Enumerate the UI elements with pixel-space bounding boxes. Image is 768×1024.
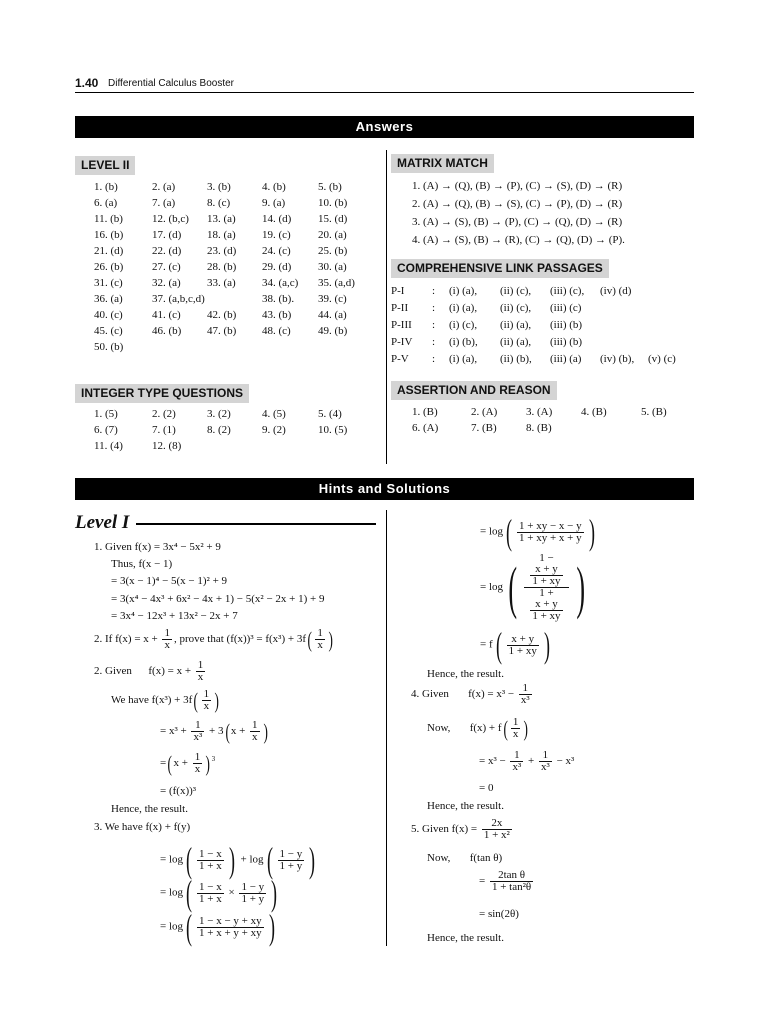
sol3-eq5: = log( 1 − x + y 1 + xy 1 + x + y 1 + xy ) <box>480 552 585 622</box>
answer-item: 4. (5) <box>262 408 286 420</box>
answer-item: 44. (a) <box>318 309 347 321</box>
answer-item: 43. (b) <box>262 309 292 321</box>
answer-item <box>207 438 262 454</box>
answer-item: 4. (B) <box>581 406 607 418</box>
answer-item: 12. (b,c) <box>152 213 189 225</box>
answer-item: 10. (5) <box>318 424 348 436</box>
answer-item: 50. (b) <box>94 341 124 353</box>
answer-item: 23. (d) <box>207 245 237 257</box>
integer-type-label: INTEGER TYPE QUESTIONS <box>75 384 249 403</box>
answer-item: 2. (A) <box>471 406 498 418</box>
sol4-given: 4. Given f(x) = x³ − $\frac{1}{\text{x³}}$ <box>411 682 530 706</box>
sol2-prompt: 2. If f(x) = x + $\frac{1}{x}$ , prove that (f(x))³ = f(x³) + 3f( $\frac{1}{x}$ ) <box>94 626 333 652</box>
answer-item: 33. (a) <box>207 277 236 289</box>
matrix-match-item: 1. (A) → (Q), (B) → (P), (C) → (S), (D) → (R) <box>412 180 623 192</box>
passage-answer: (i) (a), <box>449 285 478 297</box>
matrix-match-item: 3. (A) → (S), (B) → (P), (C) → (Q), (D) → (R) <box>412 216 623 228</box>
sol5-given: 5. Given f(x) = $\frac{2x}{\text{1 + x²}}$ <box>411 817 510 841</box>
passage-answer: (ii) (c), <box>500 302 532 314</box>
page-number: 1.40 <box>75 76 99 90</box>
answer-item: 8. (B) <box>526 422 552 434</box>
answer-item: 5. (B) <box>641 406 667 418</box>
passage-answer: (i) (a), <box>449 302 478 314</box>
answer-item: 46. (b) <box>152 325 182 337</box>
passage-answer: (iv) (b), <box>600 353 635 365</box>
answer-item: 7. (B) <box>471 422 497 434</box>
passage-answer: (iii) (a) <box>550 353 582 365</box>
answer-item: 5. (4) <box>318 408 342 420</box>
sol3-eq4: = log( $\frac{1 + xy - x - y}{1 + xy + x + y}$ ) <box>480 512 595 552</box>
answer-item: 47. (b) <box>207 325 237 337</box>
passage-answer: (iii) (b) <box>550 319 583 331</box>
answer-item <box>318 438 374 454</box>
answer-item: 16. (b) <box>94 229 124 241</box>
sol1-line4: = 3(x⁴ − 4x³ + 6x² − 4x + 1) − 5(x² − 2x + 1) + 9 <box>111 593 325 605</box>
passage-label: P-V <box>391 353 409 365</box>
answer-item: 6. (A) <box>412 422 439 434</box>
answers-title-bar: Answers <box>75 116 694 138</box>
answer-item: 28. (b) <box>207 261 237 273</box>
answer-item: 10. (b) <box>318 197 348 209</box>
passage-answer: : <box>432 302 436 314</box>
sol5-hence: Hence, the result. <box>427 932 504 944</box>
answer-item: 1. (5) <box>94 408 118 420</box>
sol3-eq1: = log( $\frac{1 - x}{1 + x}$ ) + log( $\frac{1 - y}{1 + y}$ ) <box>160 840 316 880</box>
answer-item <box>641 420 691 436</box>
assertion-reason-answers <box>412 404 691 436</box>
matrix-match-label: MATRIX MATCH <box>391 154 494 173</box>
passage-answer: : <box>432 285 436 297</box>
sol4-eq3: = 0 <box>479 782 494 794</box>
passage-answer: (iii) (b) <box>550 336 583 348</box>
answer-item: 8. (2) <box>207 424 231 436</box>
answer-item <box>152 339 207 355</box>
passage-answer: (iii) (c), <box>550 285 585 297</box>
answer-item <box>262 339 318 355</box>
answer-item: 29. (d) <box>262 261 292 273</box>
passage-answer <box>600 300 648 317</box>
passage-label: P-II <box>391 302 409 314</box>
passage-answer <box>648 300 688 317</box>
answer-item: 32. (a) <box>152 277 181 289</box>
sol1-line2: Thus, f(x − 1) <box>111 558 173 570</box>
passage-answer: (ii) (b), <box>500 353 532 365</box>
answer-item: 49. (b) <box>318 325 348 337</box>
answer-item: 6. (7) <box>94 424 118 436</box>
answer-item: 6. (a) <box>94 197 118 209</box>
answer-item <box>318 339 374 355</box>
passage-answer <box>648 283 688 300</box>
answer-item: 31. (c) <box>94 277 123 289</box>
passage-label: P-IV <box>391 336 413 348</box>
sol4-eq2: = x³ − $\frac{1}{\text{x³}}$ + $\frac{1}{\text{x³}}$ − x³ <box>479 749 575 773</box>
hints-title-bar: Hints and Solutions <box>75 478 694 500</box>
passage-answer: (iv) (d) <box>600 285 632 297</box>
answer-item <box>262 438 318 454</box>
passage-answer: (v) (c) <box>648 353 676 365</box>
answer-item: 45. (c) <box>94 325 123 337</box>
level-two-answers <box>94 179 374 355</box>
answer-item: 4. (b) <box>262 181 286 193</box>
column-divider-top <box>386 150 387 464</box>
sol4-hence: Hence, the result. <box>427 800 504 812</box>
answer-item: 38. (b). <box>262 293 295 305</box>
answer-item: 21. (d) <box>94 245 124 257</box>
sol5-eq3: = sin(2θ) <box>479 908 519 920</box>
answer-item: 11. (4) <box>94 440 123 452</box>
answer-item: 15. (d) <box>318 213 348 225</box>
sol5-eq2: = $\frac{\text{2tan θ}}{\text{1 + tan²θ}}$ <box>479 869 532 893</box>
sol2-we-have: We have f(x³) + 3f( $\frac{1}{x}$ ) <box>111 687 220 713</box>
answer-item: 11. (b) <box>94 213 123 225</box>
answer-item: 8. (c) <box>207 197 231 209</box>
passage-answer <box>600 317 648 334</box>
answer-item: 42. (b) <box>207 309 237 321</box>
passage-answer <box>648 317 688 334</box>
answer-item: 27. (c) <box>152 261 181 273</box>
answer-item: 2. (2) <box>152 408 176 420</box>
column-divider-bottom <box>386 510 387 946</box>
answer-item: 40. (c) <box>94 309 123 321</box>
integer-type-answers <box>94 406 374 454</box>
matrix-match-item: 2. (A) → (Q), (B) → (S), (C) → (P), (D) → (R) <box>412 198 623 210</box>
matrix-match-item: 4. (A) → (S), (B) → (R), (C) → (Q), (D) → (P). <box>412 234 625 246</box>
answer-item: 35. (a,d) <box>318 277 355 289</box>
sol5-now: Now, f(tan θ) <box>427 852 503 864</box>
passage-answer <box>648 334 688 351</box>
passage-answer: (i) (b), <box>449 336 478 348</box>
passage-answer: (ii) (c), <box>500 285 532 297</box>
sol4-now: Now, f(x) + f( $\frac{1}{x}$ ) <box>427 715 529 741</box>
answer-item: 5. (b) <box>318 181 342 193</box>
passage-answer: : <box>432 319 436 331</box>
answer-item <box>207 339 262 355</box>
passage-answers <box>391 283 688 368</box>
header-rule <box>75 92 694 93</box>
passage-answer: : <box>432 336 436 348</box>
passage-label: P-III <box>391 319 412 331</box>
answer-item: 30. (a) <box>318 261 347 273</box>
sol2-given: 2. Given f(x) = x + $\frac{1}{x}$ <box>94 659 204 683</box>
sol1-line1: 1. Given f(x) = 3x⁴ − 5x² + 9 <box>94 541 221 553</box>
matrix-match-answers <box>412 177 625 249</box>
answer-item: 14. (d) <box>262 213 292 225</box>
answer-item: 1. (B) <box>412 406 438 418</box>
answer-item: 17. (d) <box>152 229 182 241</box>
assertion-reason-label: ASSERTION AND REASON <box>391 381 557 400</box>
book-title: Differential Calculus Booster <box>108 78 234 89</box>
sol3-line1: 3. We have f(x) + f(y) <box>94 821 191 833</box>
answer-item: 1. (b) <box>94 181 118 193</box>
sol2-eq3: = (f(x))³ <box>160 785 197 797</box>
sol3-eq6: = f( $\frac{x + y}{1 + xy}$ ) <box>480 625 550 665</box>
answer-item: 24. (c) <box>262 245 291 257</box>
answer-item: 3. (A) <box>526 406 553 418</box>
sol1-line5: = 3x⁴ − 12x³ + 13x² − 2x + 7 <box>111 610 238 622</box>
passage-answer: (iii) (c) <box>550 302 582 314</box>
answer-item <box>207 291 262 307</box>
answer-item: 41. (c) <box>152 309 181 321</box>
answer-item: 39. (c) <box>318 293 347 305</box>
sol3-hence: Hence, the result. <box>427 668 504 680</box>
passage-answer: (i) (c), <box>449 319 478 331</box>
answer-item: 7. (1) <box>152 424 176 436</box>
level-two-label: LEVEL II <box>75 156 135 175</box>
answer-item: 7. (a) <box>152 197 176 209</box>
answer-item: 3. (2) <box>207 408 231 420</box>
answer-item: 20. (a) <box>318 229 347 241</box>
passage-answer: (i) (a), <box>449 353 478 365</box>
answer-item: 26. (b) <box>94 261 124 273</box>
comprehensive-link-passages-label: COMPREHENSIVE LINK PASSAGES <box>391 259 609 278</box>
answer-item: 3. (b) <box>207 181 231 193</box>
passage-answer: (ii) (a), <box>500 319 532 331</box>
answer-item: 9. (a) <box>262 197 286 209</box>
sol2-eq1: = x³ + $\frac{1}{\text{x³}}$ + 3(x + $\frac{1}{x}$ ) <box>160 718 268 744</box>
answer-item: 13. (a) <box>207 213 236 225</box>
answer-item <box>581 420 641 436</box>
answer-item: 48. (c) <box>262 325 291 337</box>
answer-item: 2. (a) <box>152 181 176 193</box>
answer-item: 37. (a,b,c,d) <box>152 293 205 305</box>
answer-item: 36. (a) <box>94 293 123 305</box>
answer-item: 12. (8) <box>152 440 182 452</box>
sol1-line3: = 3(x − 1)⁴ − 5(x − 1)² + 9 <box>111 575 228 587</box>
answer-item: 34. (a,c) <box>262 277 299 289</box>
answer-item: 18. (a) <box>207 229 236 241</box>
sol2-eq2: =(x + $\frac{1}{x}$ )$^3$ <box>160 750 216 776</box>
sol2-hence: Hence, the result. <box>111 803 188 815</box>
passage-answer <box>600 334 648 351</box>
answer-item: 19. (c) <box>262 229 291 241</box>
sol3-eq3: = log( $\frac{1 - x - y + xy}{1 + x + y + xy}$ ) <box>160 907 275 947</box>
level-one-rule <box>136 523 376 525</box>
passage-answer: (ii) (a), <box>500 336 532 348</box>
answer-item: 9. (2) <box>262 424 286 436</box>
level-one-title: Level I <box>75 512 130 533</box>
answer-item: 25. (b) <box>318 245 348 257</box>
sol3-eq2: = log( $\frac{1 - x}{1 + x}$ × $\frac{1 - y}{1 + y}$ ) <box>160 873 278 913</box>
answer-item: 22. (d) <box>152 245 182 257</box>
passage-label: P-I <box>391 285 405 297</box>
passage-answer: : <box>432 353 436 365</box>
